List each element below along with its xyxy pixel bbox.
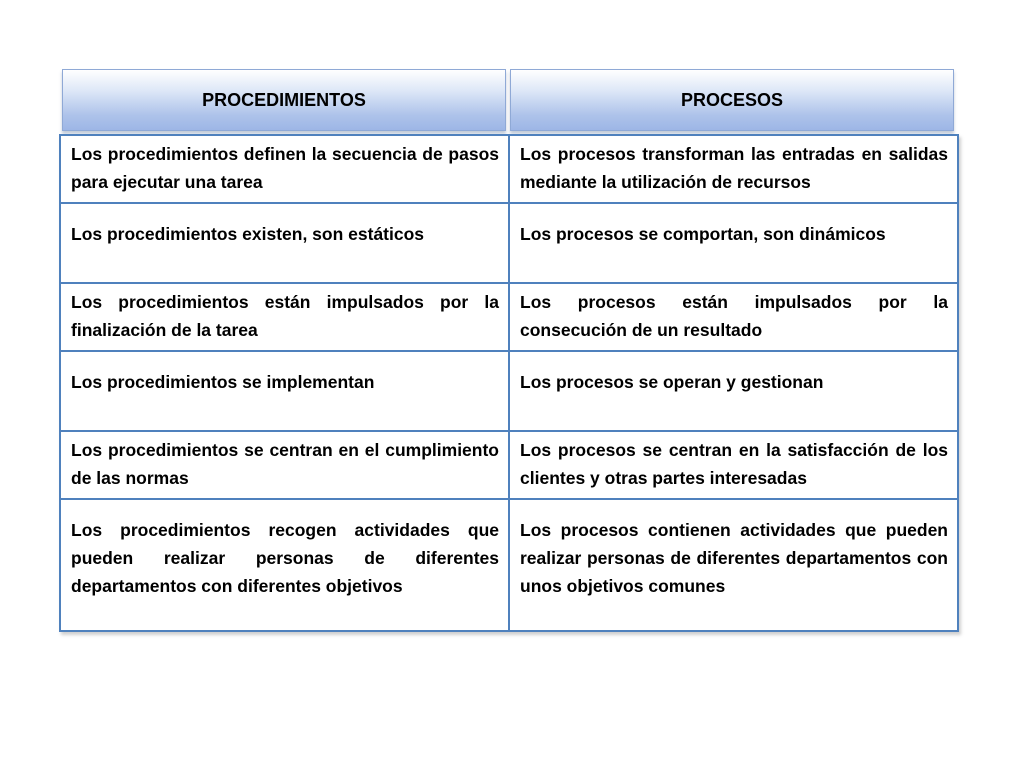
table-row <box>60 135 958 203</box>
cell-procedimientos: Los procedimientos se centran en el cumplimiento de las normas <box>60 431 509 499</box>
cell-procedimientos: Los procedimientos recogen actividades que pueden realizar personas de diferentes departamentos con diferentes objetivos <box>60 499 509 631</box>
cell-procesos: Los procesos se comportan, son dinámicos <box>509 203 958 283</box>
comparison-table <box>59 134 959 632</box>
header-procesos <box>510 69 954 131</box>
table-row <box>60 203 958 283</box>
cell-procesos: Los procesos contienen actividades que pueden realizar personas de diferentes departamentos con unos objetivos comunes <box>509 499 958 631</box>
header-procedimientos-label: PROCEDIMIENTOS <box>202 89 366 110</box>
cell-procedimientos: Los procedimientos se implementan <box>60 351 509 431</box>
cell-procedimientos: Los procedimientos definen la secuencia de pasos para ejecutar una tarea <box>60 135 509 203</box>
table-row <box>60 431 958 499</box>
header-procedimientos <box>62 69 506 131</box>
cell-procedimientos: Los procedimientos existen, son estáticos <box>60 203 509 283</box>
cell-procesos: Los procesos se centran en la satisfacción de los clientes y otras partes interesadas <box>509 431 958 499</box>
cell-procedimientos: Los procedimientos están impulsados por la finalización de la tarea <box>60 283 509 351</box>
table-row <box>60 283 958 351</box>
cell-procesos: Los procesos transforman las entradas en salidas mediante la utilización de recursos <box>509 135 958 203</box>
cell-procesos: Los procesos se operan y gestionan <box>509 351 958 431</box>
table-row <box>60 499 958 631</box>
table-row <box>60 351 958 431</box>
cell-procesos: Los procesos están impulsados por la consecución de un resultado <box>509 283 958 351</box>
header-procesos-label: PROCESOS <box>680 89 784 110</box>
